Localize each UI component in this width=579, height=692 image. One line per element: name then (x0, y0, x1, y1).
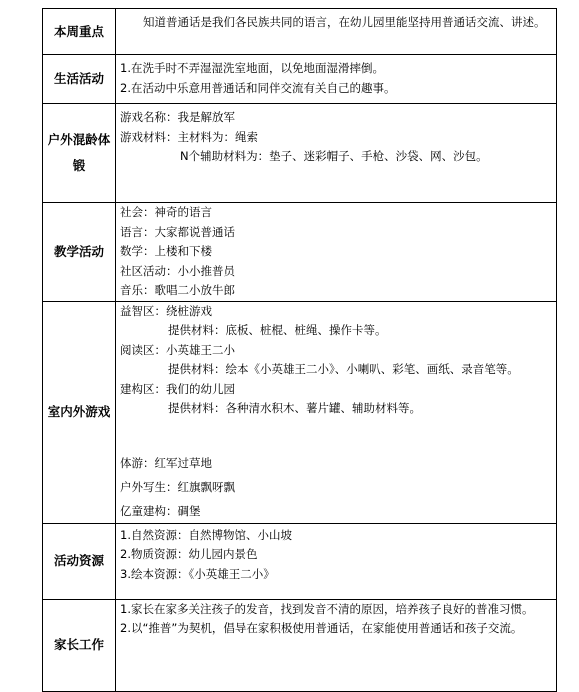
content-line: 1.在洗手时不弄湿湿洗室地面，以免地面湿滑摔倒。 (120, 61, 384, 75)
table-row (43, 301, 557, 523)
content-line: 2.物质资源：幼儿园内景色 (120, 547, 258, 561)
row-label: 本周重点 (43, 9, 116, 55)
row-label: 家长工作 (43, 599, 116, 691)
content-line: 游戏材料：主材料为：绳索 (120, 129, 258, 144)
table-row (43, 9, 557, 55)
row-content (116, 9, 557, 55)
table-row (43, 203, 557, 302)
content-line: 语言：大家都说普通话 (120, 224, 235, 239)
table-row (43, 523, 557, 599)
content-line: 1.自然资源：自然博物馆、小山坡 (120, 527, 292, 542)
content-line: 音乐：歌唱二小放牛郎 (120, 283, 235, 297)
row-content (116, 55, 557, 104)
content-line: 提供材料：底板、桩棍、桩绳、操作卡等。 (168, 323, 387, 337)
content-line: 知道普通话是我们各民族共同的语言，在幼儿园里能坚持用普通话交流、讲述。 (143, 15, 546, 29)
content-line: 游戏名称：我是解放军 (120, 110, 235, 124)
table-row (43, 55, 557, 104)
content-line: 提供材料：绘本《小英雄王二小》、小喇叭、彩笔、画纸、录音笔等。 (168, 362, 519, 376)
content-line: 户外写生：红旗飘呀飘 (120, 479, 235, 494)
content-line: 1.家长在家多关注孩子的发音，找到发音不清的原因，培养孩子良好的普准习惯。 (120, 601, 534, 616)
content-line: N个辅助材料为：垫子、迷彩帽子、手枪、沙袋、网、沙包。 (180, 149, 488, 163)
content-line: 建构区：我们的幼儿园 (120, 381, 235, 396)
content-line: 体游：红军过草地 (120, 455, 212, 470)
row-content (116, 104, 557, 203)
content-line: 阅读区：小英雄王二小 (120, 342, 235, 357)
content-line: 3.绘本资源：《小英雄王二小》 (120, 566, 275, 581)
row-label: 室内外游戏 (43, 301, 116, 523)
table-row (43, 599, 557, 691)
content-line: 提供材料：各种清水积木、薯片罐、辅助材料等。 (168, 401, 421, 415)
content-line: 数学：上楼和下楼 (120, 244, 212, 258)
row-label: 生活活动 (43, 55, 116, 104)
row-label: 教学活动 (43, 203, 116, 302)
table-row (43, 104, 557, 203)
row-label: 户外混龄体锻 (43, 104, 116, 203)
row-content (116, 599, 557, 691)
content-line: 2.以“推普”为契机，倡导在家积极使用普通话，在家能使用普通话和孩子交流。 (120, 621, 523, 635)
row-content (116, 203, 557, 302)
weekly-plan-table (42, 8, 557, 692)
content-line: 2.在活动中乐意用普通话和同伴交流有关自己的趣事。 (120, 80, 396, 95)
row-label: 活动资源 (43, 523, 116, 599)
content-line: 亿童建构：碉堡 (120, 503, 201, 518)
content-line: 社会：神奇的语言 (120, 205, 212, 219)
row-content (116, 523, 557, 599)
content-line: 社区活动：小小推普员 (120, 263, 235, 278)
row-content (116, 301, 557, 523)
content-line: 益智区：绕桩游戏 (120, 303, 212, 318)
